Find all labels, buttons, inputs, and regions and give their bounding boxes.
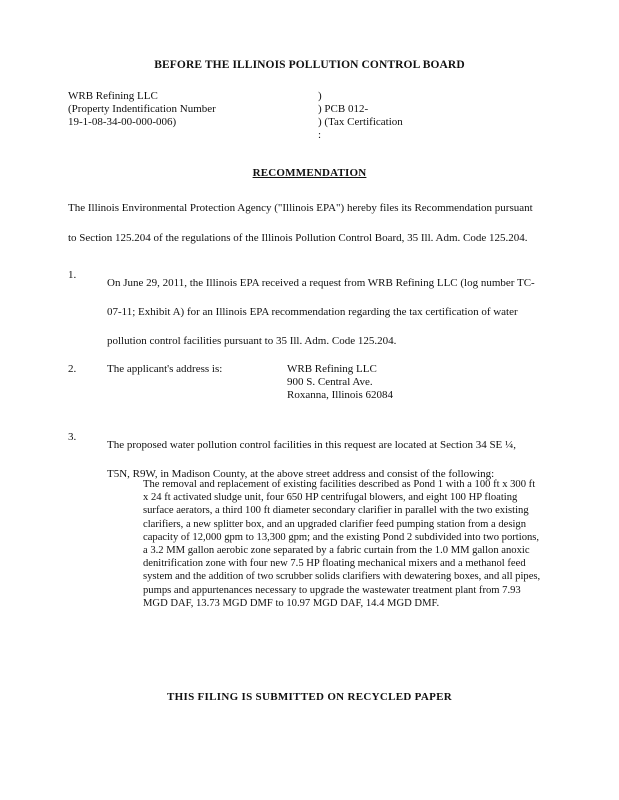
document-title: BEFORE THE ILLINOIS POLLUTION CONTROL BOARD: [154, 59, 465, 71]
caption-property-id-label: (Property Indentification Number: [68, 103, 216, 115]
caption-case-number: ) PCB 012-: [318, 103, 369, 115]
item-1-paragraph: [107, 269, 535, 356]
caption-property-id-number: 19-1-08-34-00-000-006): [68, 116, 177, 128]
item-2-address-label: The applicant's address is:: [107, 363, 223, 375]
item-3-line: The proposed water pollution control facilities in this request are located at Section 34 SE ¼,: [107, 439, 517, 451]
item-1-line: On June 29, 2011, the Illinois EPA received a request from WRB Refining LLC (log number TC-: [107, 277, 535, 289]
address-line: 900 S. Central Ave.: [287, 376, 373, 388]
item-1-number: 1.: [68, 269, 77, 281]
item-1-line: 07-11; Exhibit A) for an Illinois EPA recommendation regarding the tax certification of water: [107, 306, 518, 318]
intro-paragraph: [68, 193, 533, 253]
facility-description: The removal and replacement of existing facilities described as Pond 1 with a 100 ft x 300 ft x 24 ft activated sludge unit, four 650 HP centrifugal blowers, and eight 100 HP floating surface aerators, a third 100 ft diameter secondary clarifier in parallel with the two existing clarifiers, a new splitter box, and an upgraded clarifier feed pumping station from a design capacity of 12,000 gpm to 13,300 gpm; and the existing Pond 2 subdivided into two portions, a 3.2 MM gallon aerobic zone separated by a fabric curtain from the 1.0 MM gallon anoxic denitrification zone with four new 7.5 HP floating mechanical mixers and a methanol feed system and the addition of two scrubber solids clarifiers with dewatering boxes, and all pipes, pumps and appurtenances necessary to upgrade the wastewater treatment plant from 7.93 MGD DAF, 13.73 MGD DMF to 10.97 MGD DAF, 14.4 MGD DMF.: [143, 479, 541, 609]
recycled-paper-footer: THIS FILING IS SUBMITTED ON RECYCLED PAPER: [167, 691, 452, 703]
item-3-number: 3.: [68, 431, 77, 443]
caption-case-type: ) (Tax Certification: [318, 116, 403, 128]
item-1-line: pollution control facilities pursuant to 35 Ill. Adm. Code 125.204.: [107, 335, 397, 347]
caption-paren-1: ): [318, 90, 322, 102]
applicant-address: [287, 363, 393, 402]
caption-left-block: [68, 90, 216, 129]
address-line: WRB Refining LLC: [287, 363, 377, 375]
caption-right-block: [318, 90, 403, 142]
caption-party-name: WRB Refining LLC: [68, 90, 158, 102]
address-line: Roxanna, Illinois 62084: [287, 389, 394, 401]
item-2-number: 2.: [68, 363, 77, 375]
item-3-line: T5N, R9W, in Madison County, at the above street address and consist of the following:: [107, 468, 495, 480]
intro-line: The Illinois Environmental Protection Agency ("Illinois EPA") hereby files its Recommendation pursuant: [68, 202, 533, 214]
recommendation-heading: RECOMMENDATION: [252, 167, 367, 179]
caption-paren-4: :: [318, 129, 322, 141]
intro-line: to Section 125.204 of the regulations of the Illinois Pollution Control Board, 35 Ill. Adm. Code 125.204.: [68, 232, 528, 244]
